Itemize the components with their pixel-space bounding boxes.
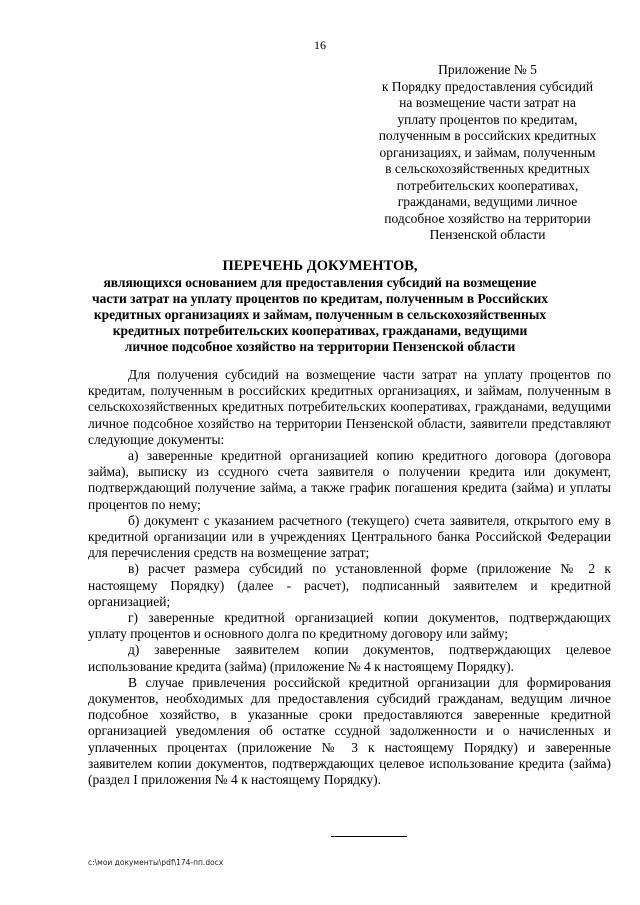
appendix-line: в сельскохозяйственных кредитных [385, 161, 590, 176]
appendix-line: на возмещение части затрат на [399, 95, 576, 110]
title-line: кредитных потребительских кооперативах, гражданами, ведущими [112, 323, 528, 338]
appendix-line: гражданами, ведущими личное [397, 194, 578, 209]
appendix-line: Пензенской области [429, 227, 546, 242]
list-item-e: д) заверенные заявителем копии документов, подтверждающих целевое использование кредита (займа) (приложение № 4 к настоящему Порядку). [88, 642, 611, 674]
document-body [88, 367, 611, 788]
document-title [60, 258, 580, 355]
appendix-line: полученным в российских кредитных [378, 128, 597, 143]
appendix-line: потребительских кооперативах, [396, 177, 579, 193]
list-item-b: б) документ с указанием расчетного (текущего) счета заявителя, открытого ему в кредитной организации или в учреждениях Центрального банка Российской Федерации для перечисления средств на возмещение затрат; [88, 512, 611, 561]
list-item-a: а) заверенные кредитной организацией копию кредитного договора (договора займа), выписку из ссудного счета заявителя о получении кредита или документ, подтверждающий получение займа, а также график погашения кредита (займа) и уплаты процентов по нему; [88, 448, 611, 512]
list-item-c: в) расчет размера субсидий по установленной форме (приложение № 2 к настоящему Порядку) (далее - расчет), подписанный заявителем и кредитной организацией; [88, 561, 611, 609]
title-line: личное подсобное хозяйство на территории Пензенской области [124, 339, 516, 354]
appendix-line: организациях, и займам, полученным [379, 144, 596, 160]
title-line: кредитных организациях и займам, полученным в сельскохозяйственных [93, 307, 547, 322]
title-line: являющихся основанием для предоставления субсидий на возмещение [103, 275, 537, 290]
appendix-line: подсобное хозяйство на территории [384, 210, 591, 226]
list-item-d: г) заверенные кредитной организацией копии документов, подтверждающих уплату процентов и основного долга по кредитному договору или займу; [88, 610, 611, 642]
title-line: части затрат на уплату процентов по кредитам, полученным в Российских [92, 291, 548, 306]
separator-line [331, 836, 407, 837]
closing-paragraph: В случае привлечения российской кредитной организации для формирования документов, необходимых для предоставления субсидий гражданам, ведущим личное подсобное хозяйство, в указанные сроки предоставляются заверенные кредитной организацией уведомления об остатке ссудной задолженности и о начисленных и уплаченных процентах (приложение № 3 к настоящему Порядку) и заверенные заявителем копии документов, подтверждающих целевое использование кредита (займа) (раздел I приложения № 4 к настоящему Порядку). [88, 674, 611, 788]
appendix-line: уплату процентов по кредитам, [397, 111, 578, 127]
appendix-note [345, 62, 630, 244]
title-heading: ПЕРЕЧЕНЬ ДОКУМЕНТОВ, [222, 258, 418, 274]
appendix-line: к Порядку предоставления субсидий [381, 78, 594, 94]
intro-paragraph: Для получения субсидий на возмещение части затрат на уплату процентов по кредитам, полученным в российских кредитных организациях, и займам, полученным в сельскохозяйственных кредитных потребительских кооперативах, гражданами, ведущими личное подсобное хозяйство на территории Пензенской области, заявители представляют следующие документы: [88, 367, 611, 447]
file-path-footer: c:\мои документы\pdf\174-пп.docx [88, 858, 224, 867]
appendix-line: Приложение № 5 [438, 62, 537, 77]
page-number: 16 [314, 38, 326, 52]
